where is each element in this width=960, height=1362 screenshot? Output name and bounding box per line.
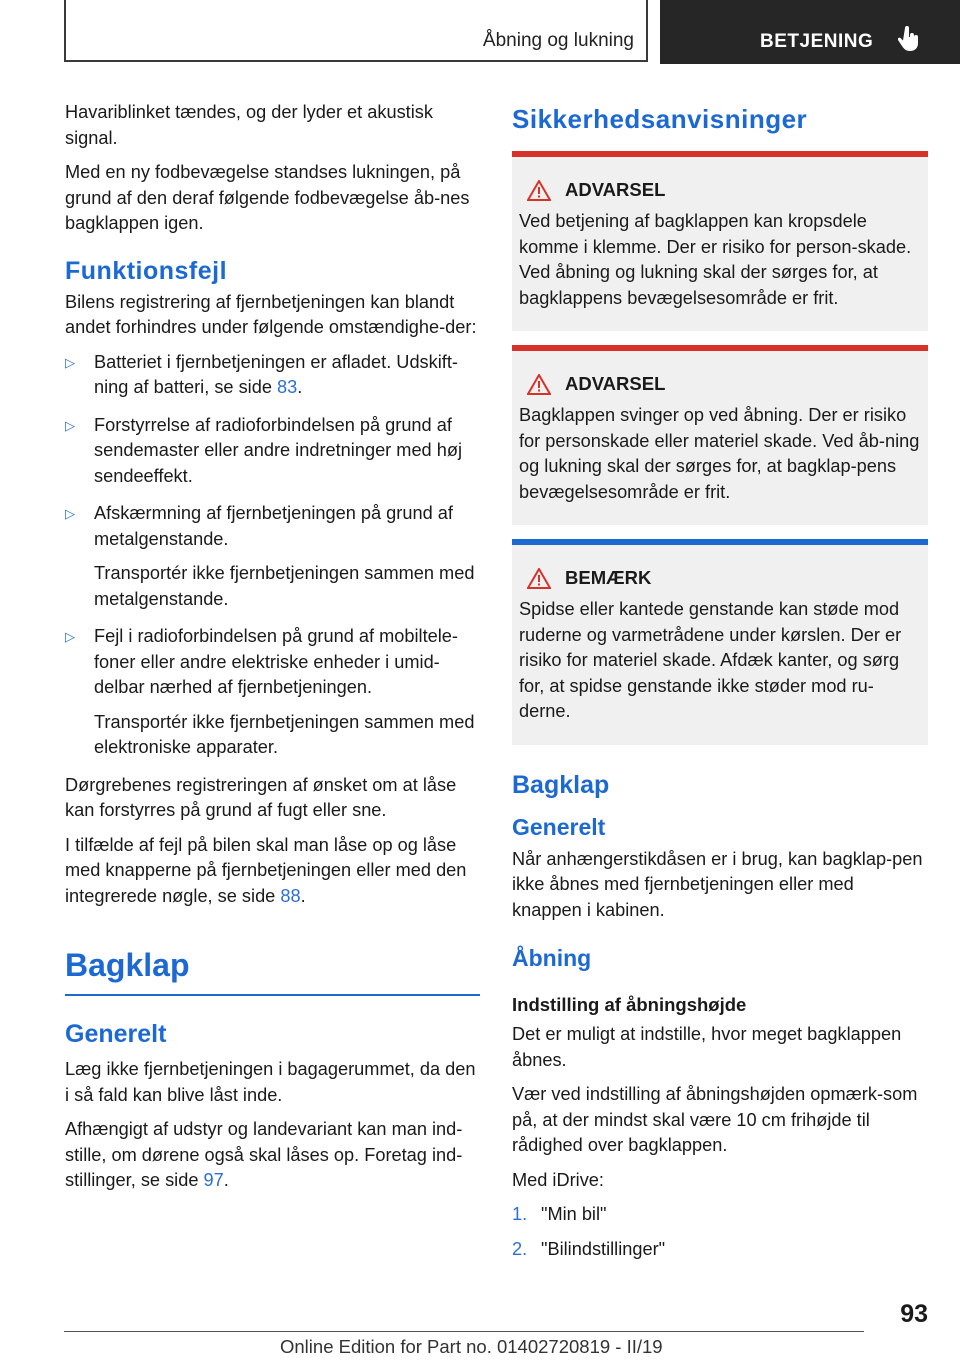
triangle-bullet-icon: ▷ bbox=[65, 629, 75, 644]
heading-aabning: Åbning bbox=[512, 945, 592, 971]
box-title: ADVARSEL bbox=[565, 179, 666, 200]
list-item-note: Transportér ikke fjernbetjeningen sammen med metalgenstande. bbox=[94, 563, 475, 609]
paragraph: Med en ny fodbevægelse standses lukningen, på grund af den deraf følgende fodbevægelse åb-nes bagklappen igen. bbox=[65, 162, 470, 233]
list-item: 2. "Bilindstillinger" bbox=[512, 1238, 666, 1259]
page-number: 93 bbox=[900, 1300, 928, 1328]
list-item: ▷ Batteriet i fjernbetjeningen er afladet. Udskift-ning af batteri, se side 83. bbox=[65, 351, 458, 397]
warning-triangle-icon bbox=[527, 180, 551, 201]
paragraph: I tilfælde af fejl på bilen skal man låse op og låse med knapperne på fjernbetjeningen eller med den integrerede nøgle, se side 88. bbox=[65, 834, 467, 906]
list-item: ▷ Forstyrrelse af radioforbindelsen på grund af sendemaster eller andre indretninger med høj sendeeffekt. bbox=[65, 414, 462, 486]
paragraph: Dørgrebenes registreringen af ønsket om at låse kan forstyrres på grund af fugt eller sne. bbox=[65, 774, 457, 820]
heading-sikkerhedsanvisninger: Sikkerhedsanvisninger bbox=[512, 104, 808, 134]
header-section-box bbox=[64, 0, 648, 62]
box-title: ADVARSEL bbox=[565, 373, 666, 394]
paragraph: Det er muligt at indstille, hvor meget bagklappen åbnes. bbox=[512, 1024, 902, 1070]
page-link[interactable]: 83 bbox=[277, 377, 298, 397]
heading-generelt: Generelt bbox=[512, 813, 606, 840]
list-item: ▷ Afskærmning af fjernbetjeningen på grund af metalgenstande. Transportér ikke fjernbetjeningen sammen med metalgenstande. bbox=[65, 501, 480, 612]
heading-indstilling: Indstilling af åbningshøjde bbox=[512, 994, 747, 1015]
triangle-bullet-icon: ▷ bbox=[65, 354, 75, 370]
paragraph: Havariblinket tændes, og der lyder et akustisk signal. bbox=[65, 102, 433, 148]
heading-generelt: Generelt bbox=[65, 1020, 167, 1048]
warning-triangle-icon bbox=[527, 568, 551, 589]
bullet-list bbox=[65, 350, 480, 761]
page-link[interactable]: 88 bbox=[280, 885, 301, 906]
box-text: Spidse eller kantede genstande kan støde mod ruderne og varmetrådene under kørslen. Der er risiko for materiel skade. Afdæk kanter, og sørg for, at spidse genstande ikke støder mod ru-derne. bbox=[519, 599, 902, 721]
box-text: Bagklappen svinger op ved åbning. Der er risiko for personskade eller materiel skade. Ved åb-ning og lukning skal der sørges for, at bagklap-pens bevægelsesområde er frit. bbox=[519, 405, 920, 502]
notice-box bbox=[512, 539, 928, 745]
paragraph: Når anhængerstikdåsen er i brug, kan bagklap-pen ikke åbnes med fjernbetjeningen eller med knappen i kabinen. bbox=[512, 848, 923, 920]
section-title: Åbning og lukning bbox=[482, 30, 634, 51]
paragraph: Afhængigt af udstyr og landevariant kan man ind-stille, om dørene også skal låses op. Foretag ind-stillinger, se side 97. bbox=[65, 1119, 463, 1190]
warning-triangle-icon bbox=[527, 374, 551, 395]
heading-bagklap: Bagklap bbox=[512, 770, 610, 799]
paragraph: Bilens registrering af fjernbetjeningen kan blandt andet forhindres under følgende omstændighe-der: bbox=[65, 291, 477, 337]
warning-box bbox=[512, 345, 928, 525]
warning-box bbox=[512, 151, 928, 331]
numbered-list bbox=[512, 1202, 928, 1262]
paragraph: Læg ikke fjernbetjeningen i bagagerummet, da den i så fald kan blive låst inde. bbox=[65, 1059, 476, 1105]
footer-edition: Online Edition for Part no. 01402720819 - II/19 bbox=[280, 1336, 663, 1357]
list-item: ▷ Fejl i radioforbindelsen på grund af mobiltele-foner eller andre elektriske enheder i umid-delbar nærhed af fjernbetjeningen. Transportér ikke fjernbetjeningen sammen med elektroniske apparater. bbox=[65, 624, 480, 761]
paragraph: Vær ved indstilling af åbningshøjden opmærk-som på, at der mindst skal være 10 cm frihøjde til rådighed over bagklappen. bbox=[512, 1084, 918, 1155]
left-column bbox=[65, 100, 480, 1203]
right-column bbox=[512, 100, 928, 1271]
hand-pointer-icon bbox=[898, 26, 920, 57]
footer-divider bbox=[64, 1331, 864, 1332]
header-chapter-box bbox=[660, 0, 960, 64]
triangle-bullet-icon: ▷ bbox=[65, 506, 75, 521]
list-item: 1. "Min bil" bbox=[512, 1204, 607, 1224]
triangle-bullet-icon: ▷ bbox=[65, 417, 75, 433]
chapter-title: BETJENING bbox=[760, 31, 874, 52]
page-link[interactable]: 97 bbox=[203, 1170, 224, 1190]
list-item-note: Transportér ikke fjernbetjeningen sammen med elektroniske apparater. bbox=[94, 711, 475, 757]
paragraph: Med iDrive: bbox=[512, 1169, 604, 1190]
heading-bagklap: Bagklap bbox=[65, 947, 480, 996]
box-text: Ved betjening af bagklappen kan kropsdele komme i klemme. Der er risiko for person-skade. Ved åbning og lukning skal der sørges for, at bagklappens bevægelsesområde er frit. bbox=[519, 211, 912, 308]
box-title: BEMÆRK bbox=[565, 567, 652, 588]
heading-funktionsfejl: Funktionsfejl bbox=[65, 256, 228, 285]
